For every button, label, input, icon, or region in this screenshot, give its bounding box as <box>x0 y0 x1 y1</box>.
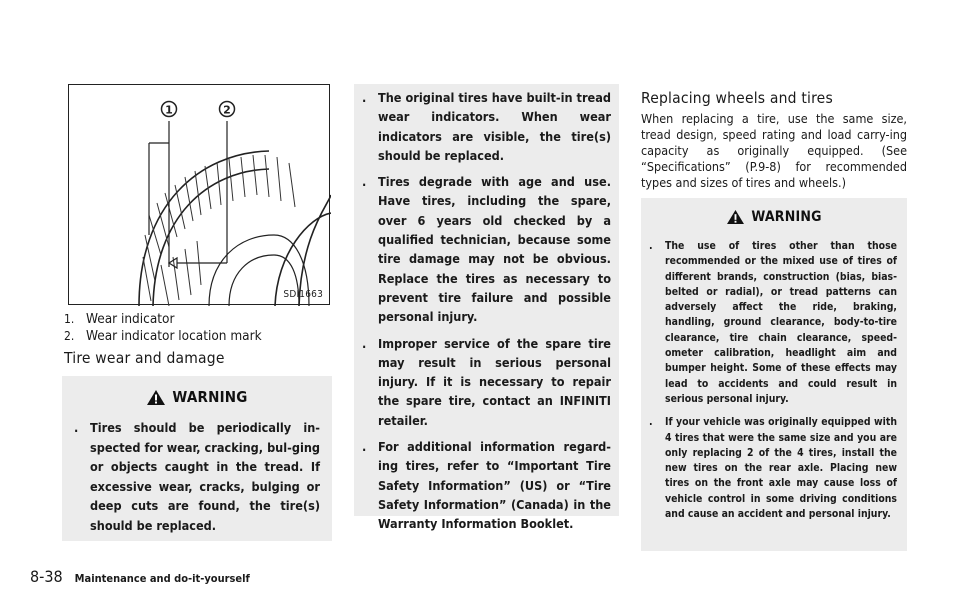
safety-bullet-text: For additional information regard-ing tires, refer to “Important Tire Safety Information” (US) or “Tire Safety Information” (Canada) in the Warranty Information Booklet. <box>378 439 611 532</box>
svg-text:2: 2 <box>223 103 231 117</box>
safety-bullet <box>362 334 611 430</box>
warning-header <box>641 209 907 225</box>
warning-bullet-text: If your vehicle was originally equipped with 4 tires that were the same size and you are only replacing 2 of the 4 tires, install the new tires on the rear axle. Placing new tires on the front axle may cause loss of vehicle control in some driving conditions and cause an accident and personal injury. <box>665 416 897 521</box>
warning-bullet <box>649 415 897 522</box>
bullet-dot: . <box>649 416 653 429</box>
bullet-dot: . <box>362 439 367 455</box>
warning-triangle-icon <box>146 389 166 406</box>
bullet-dot: . <box>649 240 653 252</box>
tire-wear-illustration <box>68 84 330 305</box>
warning-bullet-text: Tires should be periodically in-spected for wear, cracking, bul-ging or objects caught in the tread. If excessive wear, cracks, bulging or deep cuts are found, the tire(s) should be replaced. <box>90 420 320 533</box>
bullet-dot: . <box>74 420 79 435</box>
legend-item <box>64 328 262 345</box>
tire-wear-warning-box <box>62 376 332 541</box>
callout-2 <box>220 102 235 117</box>
legend-text: Wear indicator location mark <box>86 328 262 344</box>
safety-bullet-text: Tires degrade with age and use. Have tires, including the spare, over 6 years old checked by a qualified technician, because some tire damage may not be obvious. Replace the tires as necessary to prevent tire failure and possible personal injury. <box>378 174 611 325</box>
page-number: 8-38 <box>30 567 63 586</box>
legend-item <box>64 311 262 328</box>
tire-safety-box <box>354 84 619 532</box>
figure-legend <box>64 311 262 345</box>
safety-bullet-text: The original tires have built-in tread wear indicators. When wear indicators are visible, the tire(s) should be replaced. <box>378 90 611 163</box>
warning-bullet <box>649 239 897 407</box>
callout-1 <box>162 102 177 117</box>
tire-drawing <box>69 85 331 306</box>
warning-bullet-text: The use of tires other than those recommended or the mixed use of tires of different brands, construction (bias, bias-belted or radial), or tread patterns can adversely affect the ride, braking, handling, ground clearance, body-to-tire clearance, tire chain clearance, speed-ometer calibration, headlight aim and bumper height. Some of these effects may lead to accidents and could result in serious personal injury. <box>665 240 897 405</box>
legend-number: 2. <box>64 329 75 343</box>
bullet-dot: . <box>362 335 367 351</box>
warning-header <box>62 388 332 406</box>
svg-text:1: 1 <box>165 103 173 117</box>
bullet-dot: . <box>362 90 367 105</box>
safety-bullet <box>362 88 611 165</box>
replacing-warning-box <box>641 198 907 551</box>
warning-triangle-icon <box>726 209 745 225</box>
legend-number: 1. <box>64 312 75 326</box>
safety-bullet-text: Improper service of the spare tire may result in serious personal injury. If it is necessary to repair the spare tire, contact an INFINITI retailer. <box>378 335 611 428</box>
legend-text: Wear indicator <box>86 311 175 327</box>
warning-label: WARNING <box>172 388 248 406</box>
tire-wear-heading: Tire wear and damage <box>64 349 225 367</box>
replacing-heading: Replacing wheels and tires <box>641 89 833 107</box>
warning-bullet <box>74 418 320 535</box>
safety-bullet <box>362 172 611 326</box>
page-footer <box>30 567 250 586</box>
replacing-body: When replacing a tire, use the same size, tread design, speed rating and load carry-ing capacity as originally equipped. (See “Specifications” (P.9-8) for recommended types and sizes of tires and wheels.) <box>641 111 907 190</box>
warning-label: WARNING <box>751 209 822 225</box>
safety-bullet <box>362 437 611 533</box>
section-title: Maintenance and do-it-yourself <box>74 572 250 585</box>
figure-code: SDI1663 <box>283 289 323 300</box>
bullet-dot: . <box>362 174 367 190</box>
